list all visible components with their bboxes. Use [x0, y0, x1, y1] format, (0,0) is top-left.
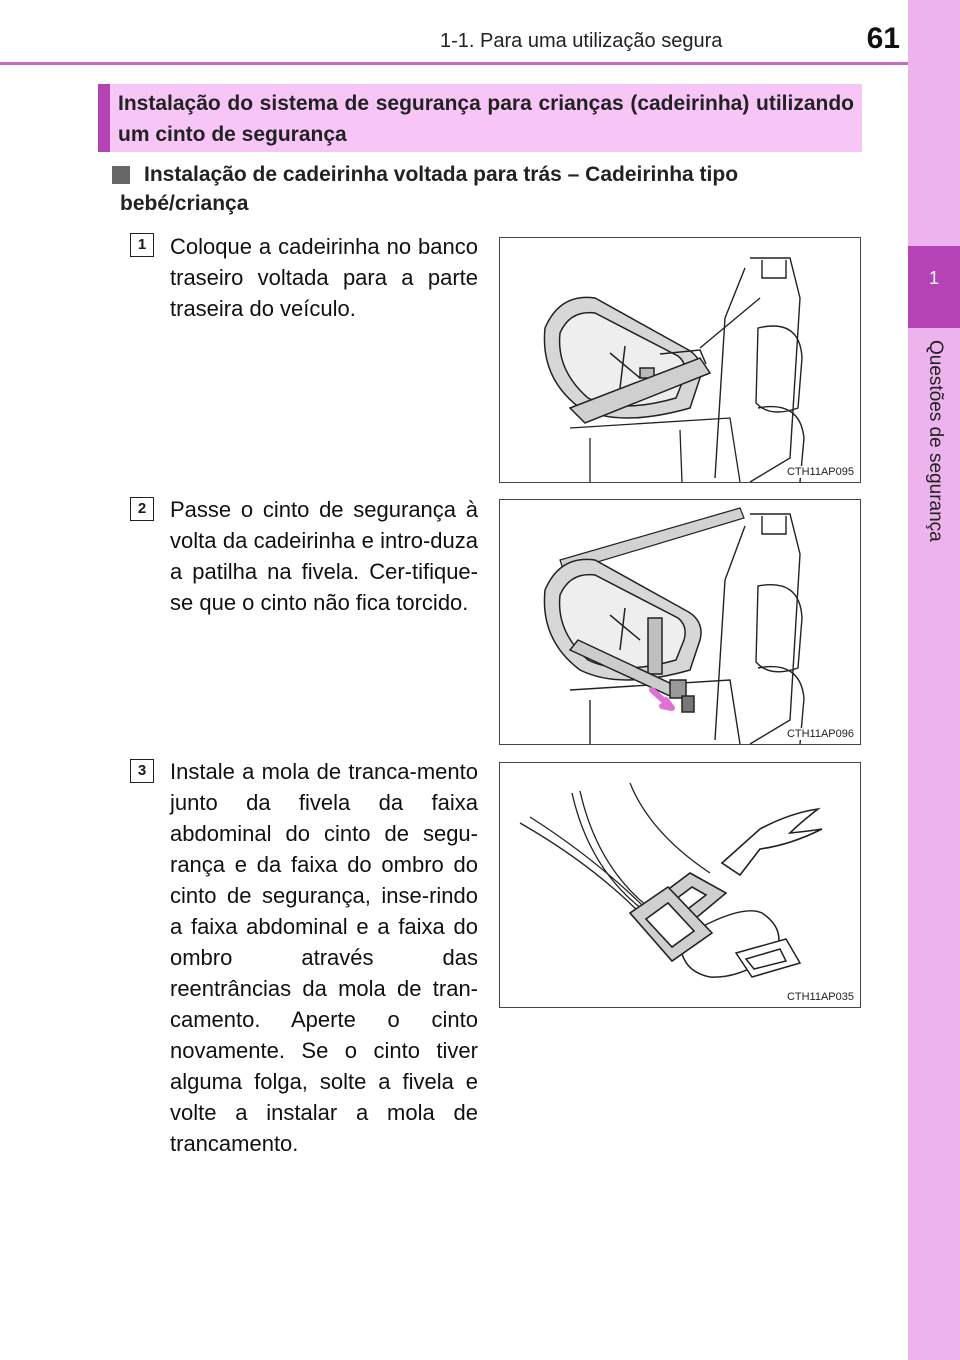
figure-step-3 — [499, 762, 861, 1008]
figure-step-2 — [499, 499, 861, 745]
chapter-title: Questões de segurança — [925, 340, 946, 542]
step-number-1: 1 — [130, 233, 154, 257]
subheading-bullet-icon — [112, 166, 130, 184]
section-title: Instalação do sistema de segurança para crianças (cadeirinha) utilizando um cinto de segurança — [118, 92, 854, 146]
chapter-title-wrap — [908, 340, 960, 580]
page-number: 61 — [866, 22, 900, 55]
step-number-3: 3 — [130, 759, 154, 783]
header-rule — [0, 62, 908, 65]
figure-code-1: CTH11AP095 — [783, 466, 854, 478]
rear-facing-child-seat-illustration — [500, 238, 860, 482]
chapter-side-bar — [908, 0, 960, 1360]
step-text-1: Coloque a cadeirinha no banco traseiro voltada para a parte traseira do veículo. — [170, 234, 478, 321]
subheading-line1: Instalação de cadeirinha voltada para trás – Cadeirinha tipo — [144, 163, 739, 186]
subheading-line2: bebé/criança — [120, 192, 249, 215]
step-text-2: Passe o cinto de segurança à volta da cadeirinha e intro-duza a patilha na fivela. Cer-tifique-se que o cinto não fica torcido. — [170, 497, 478, 615]
section-reference: 1-1. Para uma utilização segura — [440, 30, 723, 52]
chapter-number: 1 — [928, 268, 939, 288]
step-text-3: Instale a mola de tranca-mento junto da fivela da faixa abdominal do cinto de segu-rança e da faixa do ombro do cinto de segurança, inse-rindo a faixa abdominal e a faixa do ombro através das reentrâncias da mola de tran-camento. Aperte o cinto novamente. Se o cinto tiver alguma folga, solte a fivela e volte a instalar a mola de trancamento. — [170, 759, 478, 1156]
locking-clip-illustration — [500, 763, 860, 1007]
figure-code-3: CTH11AP035 — [783, 991, 854, 1003]
seat-belt-routed-illustration — [500, 500, 860, 744]
figure-step-1 — [499, 237, 861, 483]
step-number-2: 2 — [130, 497, 154, 521]
figure-code-2: CTH11AP096 — [783, 728, 854, 740]
